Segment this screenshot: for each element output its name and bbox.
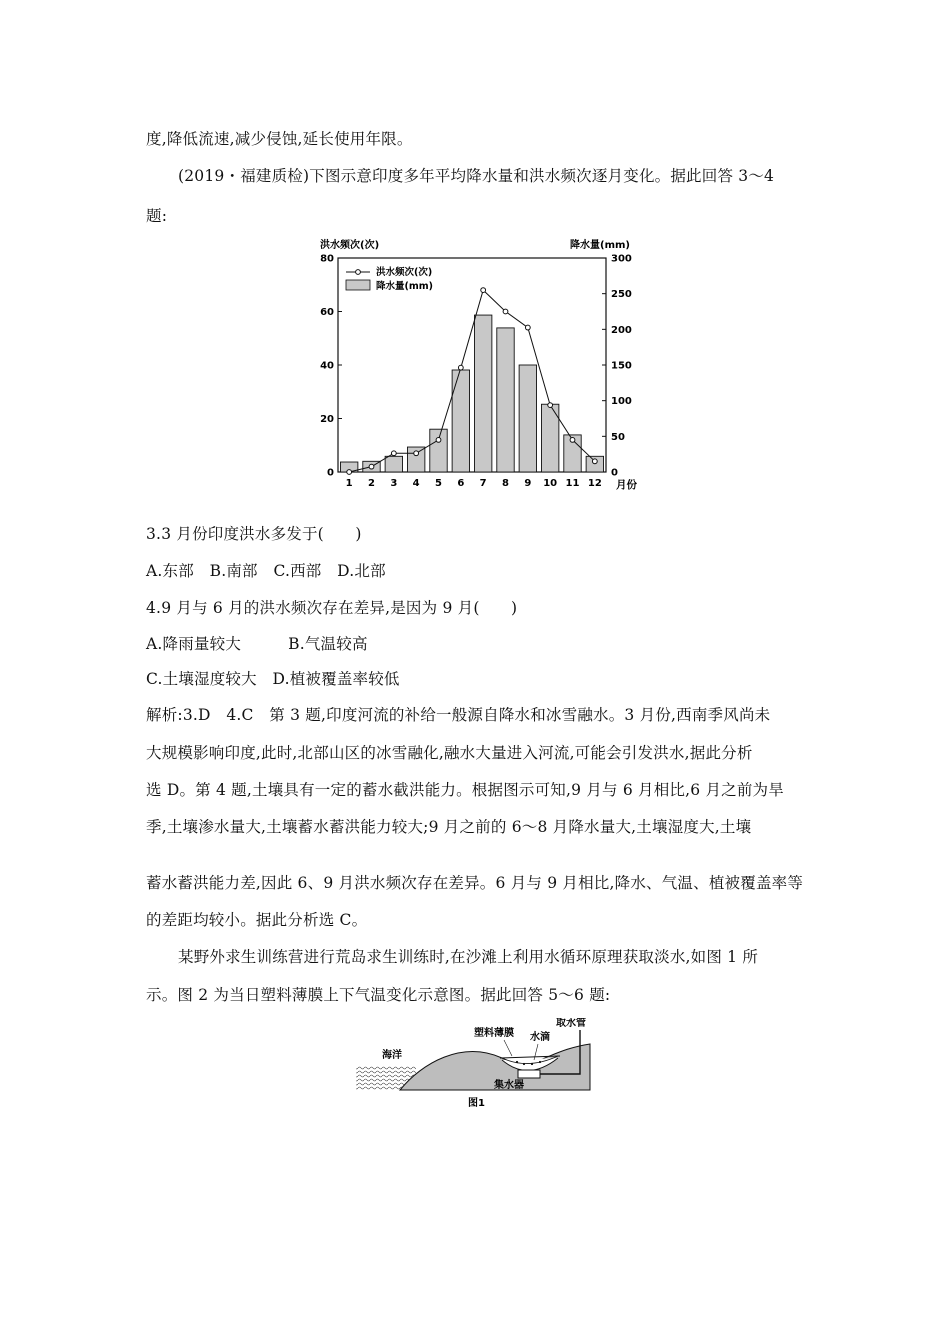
x-tick-label: 5 — [435, 478, 442, 489]
legend-rain-label: 降水量(mm) — [376, 281, 433, 292]
x-tick-label: 7 — [479, 478, 487, 489]
x-tick-label: 3 — [390, 478, 398, 489]
drops-label-pointer — [534, 1044, 538, 1060]
question-intro-5-6-line-1: 某野外求生训练营进行荒岛求生训练时,在沙滩上利用水循环原理获取淡水,如图 1 所 — [178, 948, 759, 966]
x-tick-label: 10 — [543, 478, 558, 489]
question-4: 4.9 月与 6 月的洪水频次存在差异,是因为 9 月( ) — [146, 599, 518, 617]
question-intro-line-2: 题: — [146, 207, 168, 225]
x-tick-label: 2 — [368, 478, 375, 489]
text-line-1: 度,降低流速,减少侵蚀,延长使用年限。 — [146, 130, 413, 148]
legend-flood-label: 洪水频次(次) — [376, 267, 433, 278]
analysis-line-3: 选 D。第 4 题,土壤具有一定的蓄水截洪能力。根据图示可知,9 月与 6 月相比,6 月之前为旱 — [146, 781, 784, 799]
sea-label: 海洋 — [382, 1050, 402, 1061]
analysis-line-1: 解析:3.D 4.C 第 3 题,印度河流的补给一般源自降水和冰雪融水。3 月份,西南季风尚未 — [146, 706, 771, 724]
flood-frequency-point — [481, 288, 486, 293]
x-axis-unit: 月份 — [616, 479, 637, 491]
collector-label: 集水器 — [494, 1080, 524, 1091]
rainfall-bar — [474, 315, 491, 472]
question-4-options-ab: A.降雨量较大 B.气温较高 — [146, 635, 368, 653]
x-tick-label: 4 — [412, 478, 420, 489]
right-tick-label: 50 — [611, 431, 625, 443]
left-axis-label: 洪水频次(次) — [320, 240, 380, 251]
question-intro-5-6-line-2: 示。图 2 为当日塑料薄膜上下气温变化示意图。据此回答 5～6 题: — [146, 986, 611, 1004]
right-tick-label: 100 — [611, 396, 632, 408]
right-tick-label: 250 — [611, 289, 632, 301]
collector-container — [518, 1070, 540, 1078]
rainfall-bar — [519, 365, 536, 472]
left-tick-label: 0 — [327, 467, 334, 479]
figure-1-diagram — [352, 1018, 602, 1118]
flood-frequency-point — [436, 438, 441, 443]
left-tick-label: 60 — [320, 307, 334, 318]
question-intro-line-1: (2019・福建质检)下图示意印度多年平均降水量和洪水频次逐月变化。据此回答 3～4 — [178, 167, 775, 185]
legend-line-marker — [356, 270, 361, 275]
right-tick-label: 0 — [611, 467, 618, 479]
flood-frequency-point — [458, 365, 463, 370]
analysis-line-5: 蓄水蓄洪能力差,因此 6、9 月洪水频次存在差异。6 月与 9 月相比,降水、气温、植被覆盖率等 — [146, 874, 804, 892]
flood-frequency-point — [347, 470, 352, 475]
flood-frequency-point — [369, 464, 374, 469]
legend-bar-swatch — [346, 280, 370, 290]
rainfall-bar — [452, 370, 469, 472]
analysis-line-2: 大规模影响印度,此时,北部山区的冰雪融化,融水大量进入河流,可能会引发洪水,据此分析 — [146, 744, 753, 762]
right-tick-label: 200 — [611, 324, 632, 336]
x-tick-label: 1 — [345, 478, 353, 489]
analysis-line-6: 的差距均较小。据此分析选 C。 — [146, 911, 368, 929]
pipe-label: 取水管 — [556, 1018, 586, 1029]
film-label-pointer — [504, 1040, 512, 1056]
rainfall-bar — [385, 456, 402, 472]
flood-frequency-point — [570, 438, 575, 443]
question-3: 3.3 月份印度洪水多发于( ) — [146, 525, 362, 543]
question-3-options: A.东部 B.南部 C.西部 D.北部 — [146, 562, 386, 580]
left-tick-label: 40 — [320, 360, 334, 372]
x-tick-label: 11 — [565, 478, 580, 489]
flood-frequency-point — [548, 403, 553, 408]
right-tick-label: 300 — [611, 253, 632, 265]
x-tick-label: 9 — [524, 478, 532, 489]
film-label: 塑料薄膜 — [474, 1028, 514, 1039]
right-tick-label: 150 — [611, 360, 632, 372]
analysis-line-4: 季,土壤渗水量大,土壤蓄水蓄洪能力较大;9 月之前的 6～8 月降水量大,土壤湿度大,土壤 — [146, 818, 752, 836]
drops-label: 水滴 — [530, 1032, 550, 1043]
right-axis-label: 降水量(mm) — [570, 240, 630, 251]
x-tick-label: 8 — [502, 478, 509, 489]
flood-frequency-point — [391, 451, 396, 456]
left-tick-label: 80 — [320, 253, 334, 265]
question-4-options-cd: C.土壤湿度较大 D.植被覆盖率较低 — [146, 670, 400, 688]
flood-frequency-point — [503, 309, 508, 314]
flood-frequency-point — [525, 325, 530, 330]
flood-frequency-point — [592, 459, 597, 464]
flood-frequency-point — [414, 451, 419, 456]
x-tick-label: 6 — [457, 478, 465, 489]
figure-caption: 图1 — [468, 1098, 485, 1109]
x-tick-label: 12 — [587, 478, 602, 489]
rainfall-bar — [430, 429, 447, 472]
left-tick-label: 20 — [320, 414, 334, 425]
rainfall-bar — [497, 328, 514, 472]
flood-rainfall-chart — [300, 232, 645, 494]
